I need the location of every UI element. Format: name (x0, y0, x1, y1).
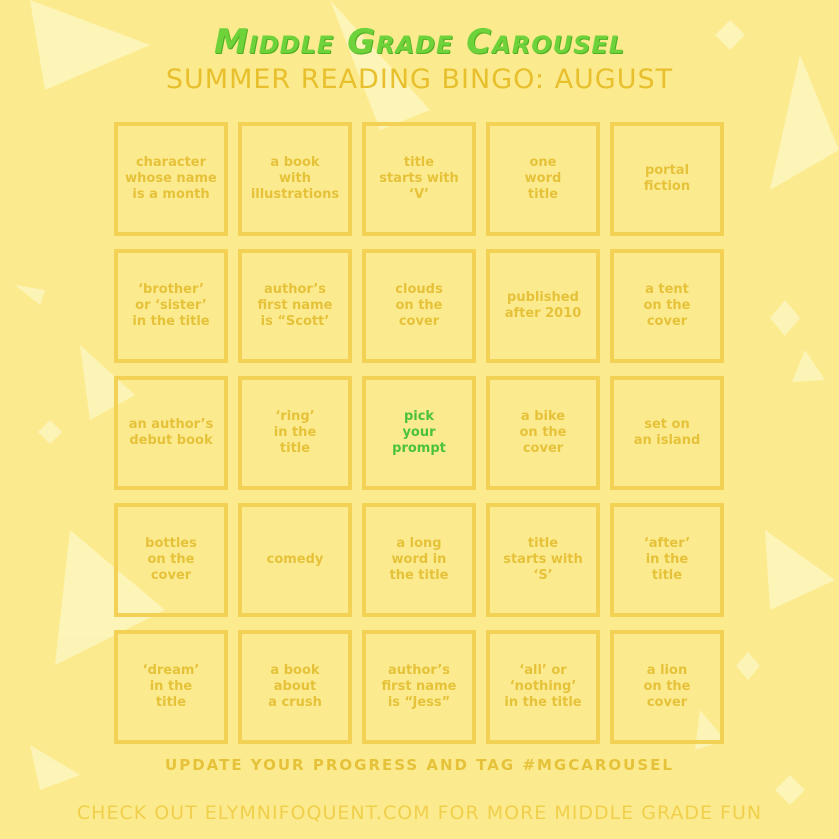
bingo-cell-label: author’s first name is “Scott’ (257, 282, 333, 329)
bingo-cell-label: ‘ring’ in the title (273, 409, 317, 456)
bingo-cell-label: portal fiction (643, 163, 691, 194)
bingo-cell-label: bottles on the cover (145, 536, 197, 583)
bingo-cell-label: title starts with ‘V’ (379, 155, 459, 202)
bingo-cell[interactable] (238, 249, 352, 363)
bingo-cell[interactable] (114, 503, 228, 617)
bingo-cell[interactable] (486, 122, 600, 236)
bingo-cell-label: set on an island (633, 417, 701, 448)
bg-triangle (792, 350, 825, 382)
bingo-cell[interactable] (238, 122, 352, 236)
page-title: Middle Grade Carousel (213, 22, 626, 62)
bingo-cell[interactable] (610, 630, 724, 744)
bingo-cell-label: a lion on the cover (643, 663, 691, 710)
tag-instruction: UPDATE YOUR PROGRESS AND TAG #MGCAROUSEL (165, 756, 674, 774)
bg-triangle (770, 300, 800, 336)
bingo-cell-label: an author’s debut book (128, 417, 214, 448)
bingo-cell[interactable] (610, 376, 724, 490)
bingo-cell-label: a book with illustrations (250, 155, 340, 202)
bingo-cell[interactable] (114, 376, 228, 490)
bingo-cell[interactable] (114, 630, 228, 744)
bingo-cell[interactable] (362, 503, 476, 617)
website-promo: CHECK OUT ELYMNIFOQUENT.COM FOR MORE MIDDLE GRADE FUN (76, 802, 763, 824)
bingo-cell[interactable] (610, 503, 724, 617)
bingo-cell-label: published after 2010 (504, 290, 582, 321)
page-subtitle: SUMMER READING BINGO: AUGUST (165, 64, 674, 95)
bingo-cell-label: character whose name is a month (125, 155, 217, 202)
bg-triangle (765, 530, 835, 610)
bingo-cell[interactable] (362, 122, 476, 236)
bingo-cell-label: a tent on the cover (643, 282, 691, 329)
bingo-cell[interactable] (610, 122, 724, 236)
bingo-cell[interactable] (114, 249, 228, 363)
bg-triangle (736, 652, 760, 680)
bingo-cell-label: a long word in the title (389, 536, 449, 583)
bg-triangle (38, 420, 62, 444)
bingo-cell[interactable] (486, 249, 600, 363)
bingo-board (114, 122, 726, 744)
bingo-cell[interactable] (486, 376, 600, 490)
bingo-cell[interactable] (238, 503, 352, 617)
bg-triangle (15, 285, 45, 305)
bingo-cell[interactable] (486, 630, 600, 744)
bingo-cell[interactable] (610, 249, 724, 363)
bingo-cell[interactable] (362, 630, 476, 744)
bingo-cell-label: ‘all’ or ‘nothing’ in the title (504, 663, 582, 710)
bingo-cell-label: clouds on the cover (395, 282, 443, 329)
bingo-cell-label: a bike on the cover (519, 409, 567, 456)
bingo-cell[interactable] (238, 630, 352, 744)
bingo-cell-label: ‘after’ in the title (643, 536, 691, 583)
bingo-cell[interactable] (238, 376, 352, 490)
bingo-free-space-label: pick your prompt (392, 409, 446, 456)
bg-triangle (775, 775, 805, 805)
bingo-cell-label: comedy (266, 552, 324, 567)
bingo-cell-label: title starts with ‘S’ (503, 536, 583, 583)
bingo-cell[interactable] (114, 122, 228, 236)
bingo-cell-label: a book about a crush (268, 663, 322, 710)
bingo-free-space[interactable] (362, 376, 476, 490)
bingo-cell-label: one word title (524, 155, 562, 202)
bingo-cell-label: author’s first name is “Jess” (381, 663, 457, 710)
bingo-cell-label: ‘dream’ in the title (142, 663, 200, 710)
bingo-cell-label: ‘brother’ or ‘sister’ in the title (132, 282, 210, 329)
bingo-cell[interactable] (362, 249, 476, 363)
bingo-cell[interactable] (486, 503, 600, 617)
